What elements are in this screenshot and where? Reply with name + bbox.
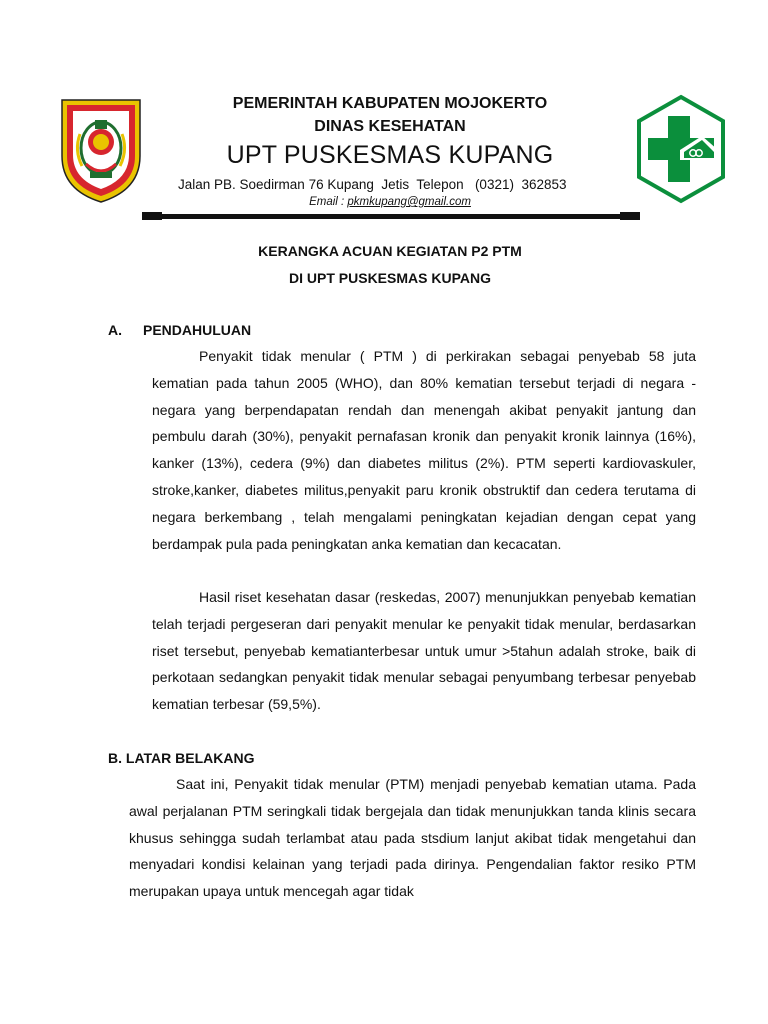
section-a-title: PENDAHULUAN xyxy=(143,322,252,338)
letterhead-rule xyxy=(142,214,640,219)
section-b-paragraph-1: Saat ini, Penyakit tidak menular (PTM) menjadi penyebab kematian utama. Pada awal perjalanan PTM seringkali tidak bergejala dan tidak menunjukkan tanda klinis secara khusus sehingga sudah terlambat atau pada stsdium lanjut akibat tidak mengetahui dan menyadari kondisi kelainan yang terjadi pada dirinya. Pengendalian faktor resiko PTM merupakan upaya untuk mencegah agar tidak xyxy=(129,776,696,900)
email-link[interactable]: pkmkupang@gmail.com xyxy=(347,196,471,208)
section-a-paragraph-1: Penyakit tidak menular ( PTM ) di perkirakan sebagai penyebab 58 juta kematian pada tahun 2005 (WHO), dan 80% kematian tersebut terjadi di negara - negara yang berpendapatan rendah dan menengah akibat penyakit jantung dan pembulu darah (30%), penyakit pernafasan kronik dan penyakit kronik lainnya (16%), kanker (13%), cedera (9%) dan diabetes militus (2%). PTM seperti kardiovaskuler, stroke,kanker, diabetes militus,penyakit paru kronik obstruktif dan cedera terutama di negara berkembang , telah mengalami peningkatan kejadian dengan cepat yang berdampak pula pada peningkatan anka kematian dan kecacatan. xyxy=(152,348,696,552)
email-line xyxy=(150,195,630,209)
section-a-letter: A. xyxy=(108,322,122,338)
section-b-heading: B. LATAR BELAKANG xyxy=(108,750,255,766)
government-name: PEMERINTAH KABUPATEN MOJOKERTO xyxy=(232,95,548,112)
rule-end-left xyxy=(142,212,162,220)
mojokerto-coat-of-arms-icon xyxy=(58,94,144,206)
section-a-paragraph-2: Hasil riset kesehatan dasar (reskedas, 2007) menunjukkan penyebab kematian telah terjadi pergeseran dari penyakit menular ke penyakit tidak menular, berdasarkan riset tersebut, penyebab kematianterbesar untuk umur >5tahun adalah stroke, baik di perkotaan sedangkan penyakit tidak menular sebagai penyumbang terbesar penyebab kematian terbesar (59,5%). xyxy=(152,589,696,713)
email-label: Email : xyxy=(309,196,348,208)
document-title: KERANGKA ACUAN KEGIATAN P2 PTM xyxy=(258,243,522,259)
institution-name: UPT PUSKESMAS KUPANG xyxy=(226,141,554,169)
department-name: DINAS KESEHATAN xyxy=(314,118,466,135)
address-line: Jalan PB. Soedirman 76 Kupang Jetis Telepon (0321) 362853 xyxy=(178,177,567,192)
document-subtitle: DI UPT PUSKESMAS KUPANG xyxy=(289,270,491,286)
rule-end-right xyxy=(620,212,640,220)
